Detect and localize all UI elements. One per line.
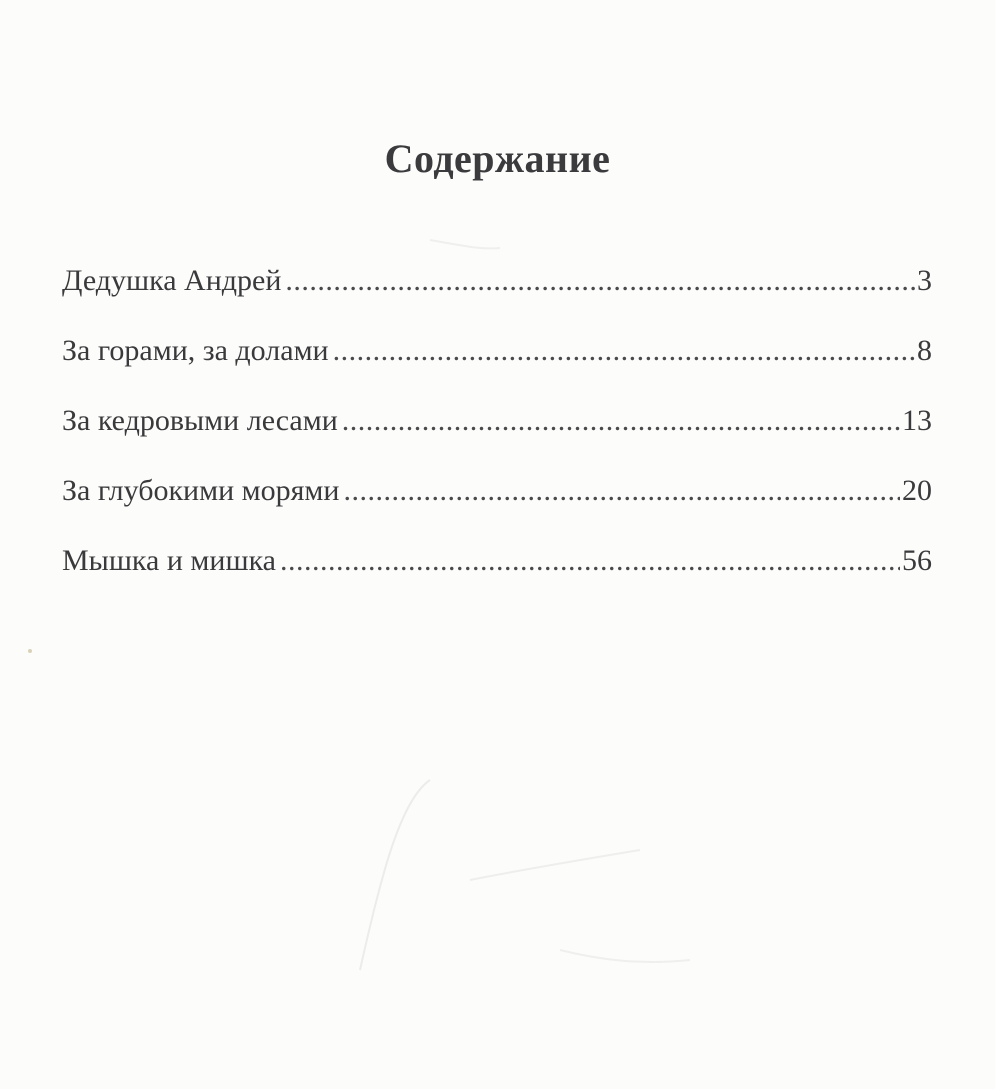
toc-dot-leader: [285, 256, 915, 306]
toc-dot-leader: [342, 396, 900, 446]
toc-page-number: 3: [917, 264, 932, 297]
toc-entry[interactable]: [62, 326, 932, 396]
toc-entry-title: За кедровыми лесами: [62, 404, 338, 437]
toc-dot-leader: [343, 466, 900, 516]
toc-dot-leader: [333, 326, 915, 376]
toc-entry[interactable]: [62, 256, 932, 326]
toc-entry-title: За горами, за долами: [62, 334, 329, 367]
toc-entry[interactable]: [62, 536, 932, 606]
toc-entry[interactable]: [62, 396, 932, 466]
page-title: Содержание: [384, 135, 611, 181]
toc-page-number: 8: [917, 334, 932, 367]
toc-entry-title: За глубокими морями: [62, 474, 340, 507]
toc-entry-title: Мышка и мишка: [62, 544, 276, 577]
toc-dot-leader: [280, 536, 900, 586]
toc-entry-title: Дедушка Андрей: [62, 264, 282, 297]
toc-page-number: 56: [902, 544, 932, 577]
table-of-contents: [62, 256, 932, 606]
toc-page-number: 13: [902, 404, 932, 437]
toc-entry[interactable]: [62, 466, 932, 536]
toc-page-number: 20: [902, 474, 932, 507]
